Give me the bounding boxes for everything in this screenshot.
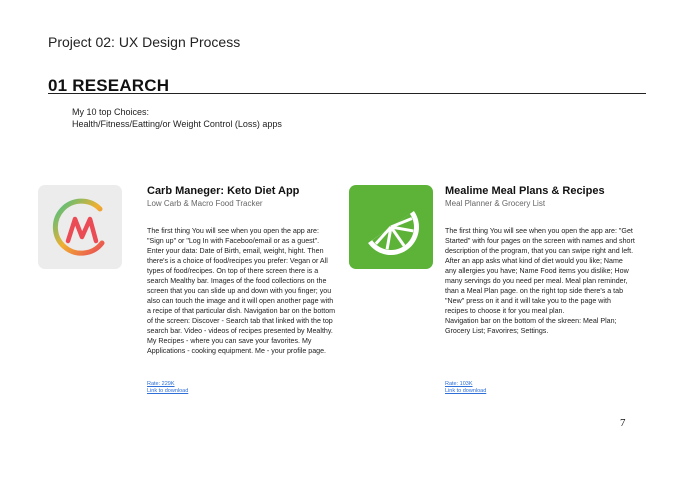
mealime-icon [349,185,433,269]
carb-manager-description: The first thing You will see when you open the app are: "Sign up" or "Log In with Faceboo/email or as a guest". Enter your data: Date of Birth, email, weight, hight. Then there's is a choice of food/recipes you prefer: Vegan or All types of food/recipes. On top of there screen there is a search Mealthy bar. Images of the food collections on the screen that you can slide up and down with you finger; you also can touch the image and it will open another page with a recipe of that particular dish. Navigation bar on the bottom of the screen: Discover - Search tab that linked with the top search bar. Video - videos of recipes presented by Mealthy. My Recipes - where you can save your favorites. My Applications - cooking equipment. Me - your profile page. [147,227,336,355]
mealime-description-para-2: Navigation bar on the bottom of the skreen: Meal Plan; Grocery List; Favorires; Settings. [445,317,617,335]
carb-manager-icon [38,185,122,269]
mealime-download-link[interactable]: Link to download [445,388,487,394]
carb-manager-subtitle: Low Carb & Macro Food Tracker [147,199,263,208]
mealime-description-para-1: The first thing You will see when you open the app are: "Get Started" with four pages on the screen with names and short description of the program, that you can swipe right and left. After an app asks what kind of diet would you like; Name any allergies you have; Name Food items you dislike; How many servings do you need per meal. Meal plan reminder, than a Meal Plan page. on the right top side there's a tab "New" press on it and it will take you to the page with recipes to choose it for you meal plan. [445,227,635,315]
project-title: Project 02: UX Design Process [48,34,241,50]
mealime-subtitle: Meal Planner & Grocery List [445,199,546,208]
section-heading: 01 RESEARCH [48,76,170,95]
carb-manager-logo-icon [38,185,122,269]
intro-text [72,106,282,130]
carb-manager-download-link[interactable]: Link to download [147,388,189,394]
carb-manager-rate-link[interactable]: Rate: 229K [147,381,175,387]
intro-line-1: My 10 top Choices: [72,107,150,117]
page-number: 7 [620,417,626,429]
intro-line-2: Health/Fitness/Eatting/or Weight Control (Loss) apps [72,119,282,129]
mealime-description [445,226,635,336]
mealime-lime-logo-icon [349,185,433,269]
mealime-title: Mealime Meal Plans & Recipes [445,185,605,197]
mealime-rate-link[interactable]: Rate: 103K [445,381,473,387]
carb-manager-title: Carb Maneger: Keto Diet App [147,185,300,197]
heading-rule [48,93,646,94]
